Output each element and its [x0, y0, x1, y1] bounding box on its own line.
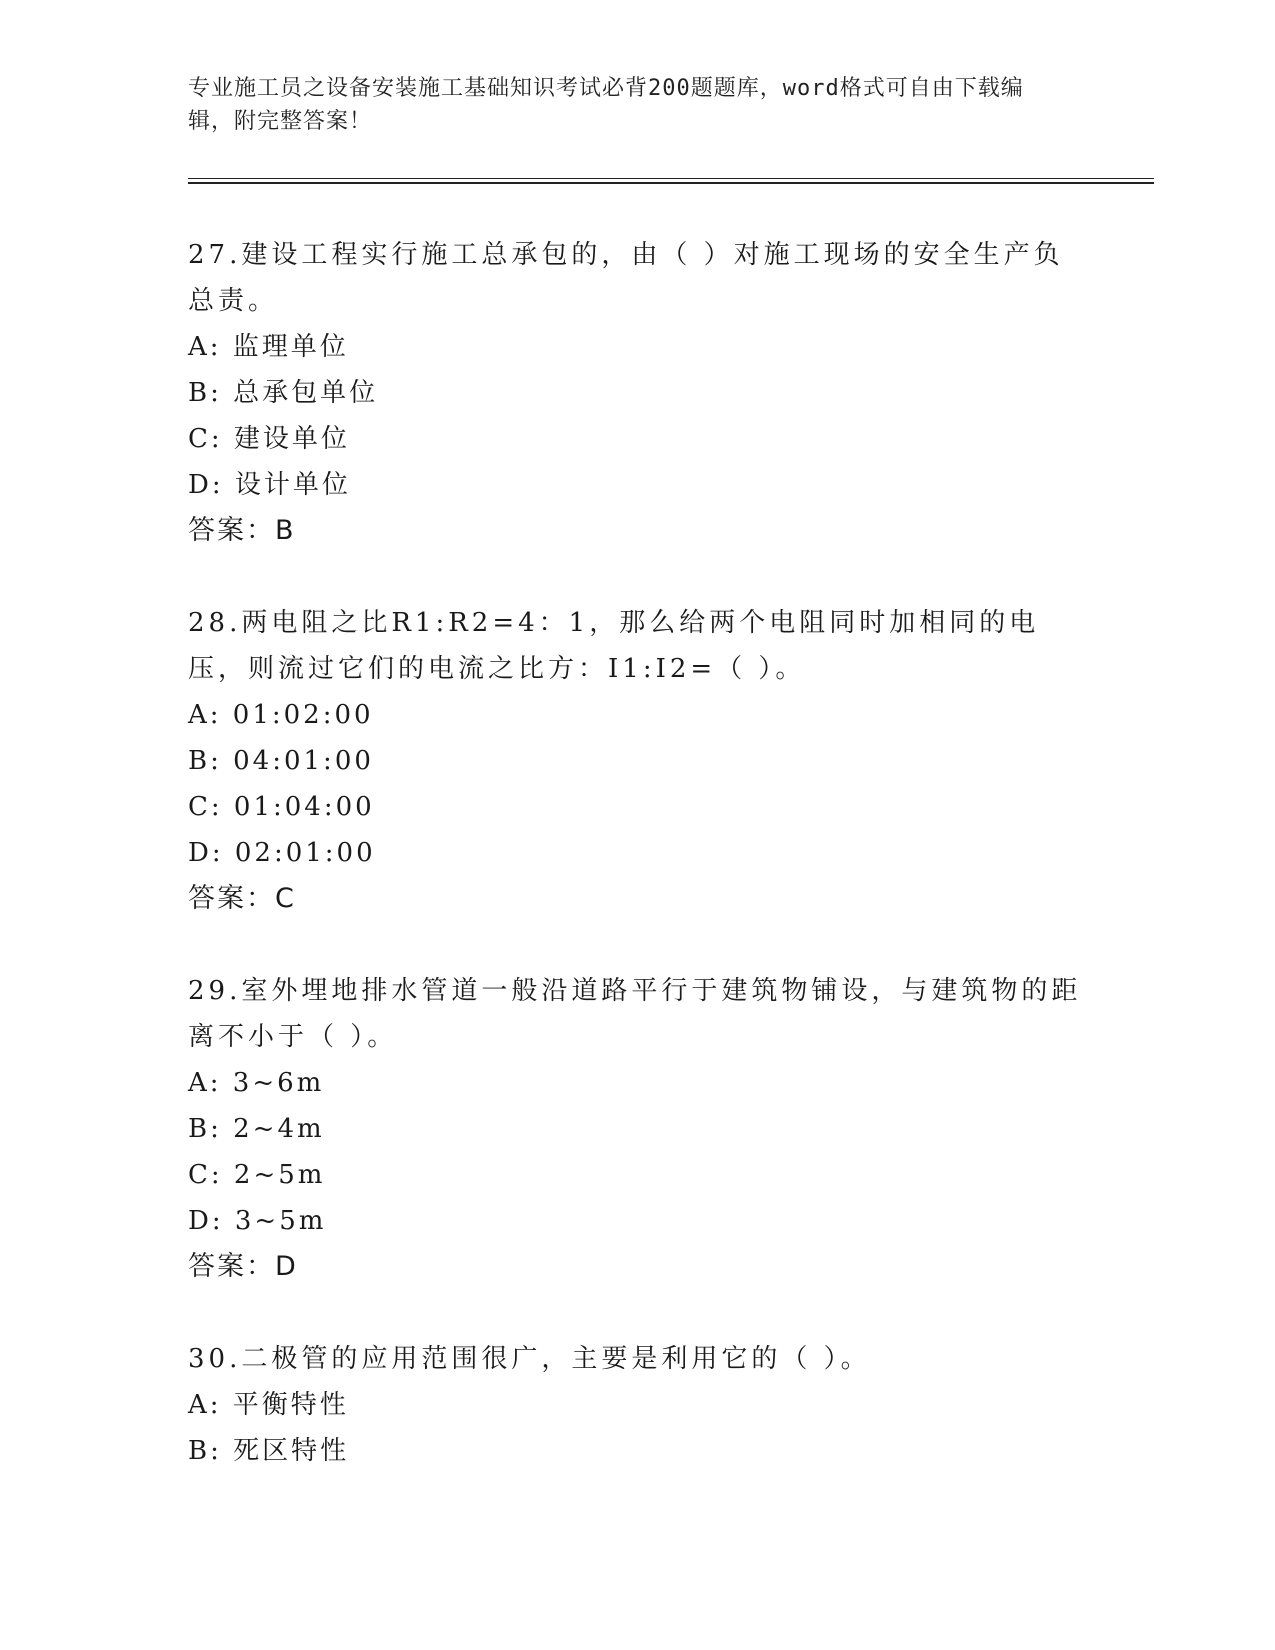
option-d: D: 02:01:00	[188, 838, 376, 868]
option-a: A: 监理单位	[188, 332, 349, 362]
question-stem: 28.两电阻之比R1:R2=4：1，那么给两个电阻同时加相同的电压，则流过它们的电流之比方：I1:I2=（ ）。	[188, 608, 1040, 684]
option-c: C: 01:04:00	[188, 792, 375, 822]
question-30	[188, 1336, 1088, 1474]
option-b: B: 总承包单位	[188, 378, 379, 408]
question-stem: 27.建设工程实行施工总承包的，由（ ）对施工现场的安全生产负总责。	[188, 240, 1064, 316]
answer: 答案：B	[188, 515, 296, 546]
header-divider-thick	[188, 182, 1154, 184]
question-list	[188, 232, 1088, 1520]
option-a: A: 平衡特性	[188, 1390, 349, 1420]
answer: 答案：C	[188, 883, 296, 914]
question-stem: 30.二极管的应用范围很广，主要是利用它的（ ）。	[188, 1344, 871, 1374]
option-a: A: 3~6m	[188, 1068, 325, 1098]
option-c: C: 建设单位	[188, 424, 350, 454]
option-c: C: 2~5m	[188, 1160, 326, 1190]
question-stem: 29.室外埋地排水管道一般沿道路平行于建筑物铺设，与建筑物的距离不小于（ ）。	[188, 976, 1082, 1052]
question-29	[188, 968, 1088, 1290]
option-d: D: 设计单位	[188, 470, 351, 500]
option-a: A: 01:02:00	[188, 700, 374, 730]
option-b: B: 死区特性	[188, 1436, 350, 1466]
option-d: D: 3~5m	[188, 1206, 327, 1236]
option-b: B: 2~4m	[188, 1114, 325, 1144]
document-header: 专业施工员之设备安装施工基础知识考试必背200题题库，word格式可自由下载编辑，附完整答案！	[188, 76, 1024, 134]
option-b: B: 04:01:00	[188, 746, 374, 776]
header-divider-thin	[188, 178, 1154, 179]
answer: 答案：D	[188, 1251, 298, 1282]
question-27	[188, 232, 1088, 554]
question-28	[188, 600, 1088, 922]
